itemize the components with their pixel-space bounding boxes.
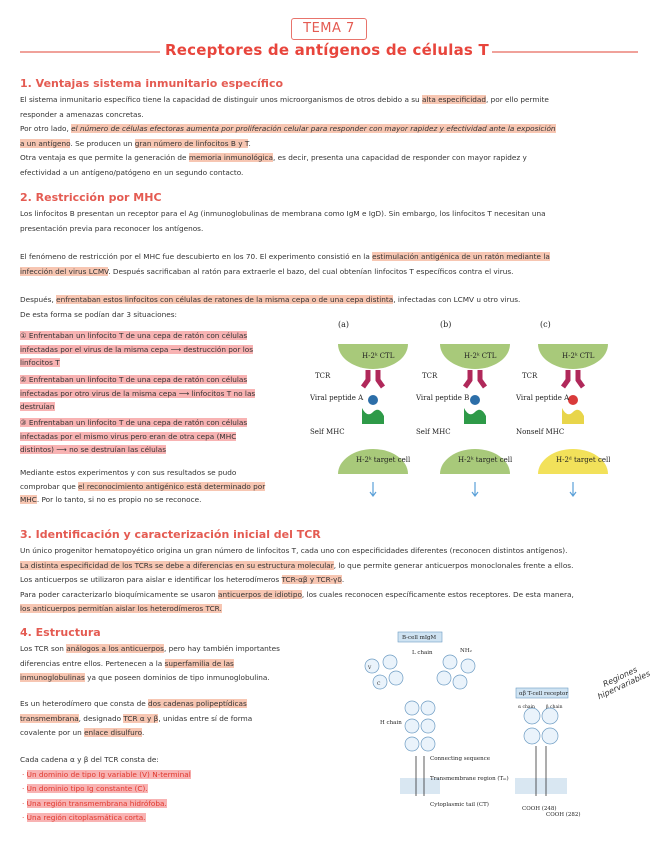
panel-a-label: (a) <box>338 320 350 329</box>
arrow-down-icon <box>370 482 376 496</box>
mhc-a <box>362 408 384 424</box>
peptide-c <box>568 395 578 405</box>
mhc-label-c: Nonself MHC <box>516 428 565 436</box>
section-3-body: Un único progenitor hematopoyético origina un gran número de linfocitos T, cada uno con especificidades diferentes (reconocen distintos antígenos). La distinta especificidad de los TCRs se debe a diferencias en su estructura molecular, lo que permite generar anticuerpos monoclonales frente a ellos. Los anticuerpos se utilizaron para aislar e identificar los heterodímeros TCR-αβ y TCR-γδ. Para poder caracterizarlo bioquímicamente se usaron anticuerpos de idiotipo, los cuales reconocen específicamente estos receptores. De esta manera, los anticuerpos permitían aislar los heterodímeros TCR. <box>20 546 574 613</box>
list-item: · Un dominio tipo Ig constante (C). <box>22 784 148 794</box>
title-rule-right <box>492 51 638 53</box>
mhc-label-a: Self MHC <box>310 428 345 436</box>
alpha-chain-label: α chain <box>518 705 535 710</box>
situation-2: ② Enfrentaban un linfocito T de una cepa de ratón con células infectadas por otro virus de la misma cepa ⟶ linfocitos T no las destruían <box>20 375 256 411</box>
section-4-p1: Los TCR son análogos a los anticuerpos, pero hay también importantes diferencias entre ellos. Pertenecen a la superfamilia de las inmunoglobulinas ya que poseen dominios de tipo inmunoglobulina. <box>20 644 280 682</box>
panel-a <box>310 320 411 496</box>
section-2-conclusion: Mediante estos experimentos y con sus resultados se pudo comprobar que el reconocimiento antigénico está determinado por MHC. Por lo tanto, si no es propio no se reconoce. <box>20 468 266 504</box>
mhc-c <box>562 408 584 424</box>
arrow-down-icon <box>472 482 478 496</box>
panel-b-label: (b) <box>440 320 452 329</box>
panel-c-label: (c) <box>540 320 551 329</box>
v-label: V <box>368 666 372 671</box>
chapter-tag: TEMA 7 <box>291 18 367 40</box>
tcr-b <box>465 370 485 387</box>
panel-c <box>515 320 610 496</box>
viral-label-a: Viral peptide A <box>310 394 364 402</box>
list-item: · Una región citoplasmática corta. <box>22 812 146 822</box>
list-item: · Un dominio de tipo Ig variable (V) N-terminal <box>22 770 191 779</box>
peptide-b <box>470 395 480 405</box>
section-1-heading: 1. Ventajas sistema inmunitario específico <box>20 77 284 90</box>
section-4-heading: 4. Estructura <box>20 626 101 639</box>
tcr-label-c: TCR <box>522 372 538 380</box>
situation-3: ③ Enfrentaban un linfocito T de una cepa de ratón con células infectadas por el mismo virus pero eran de otra cepa (MHC distintos) ⟶ no se destruían las células <box>20 418 248 454</box>
tm-label: Transmembrane region (Tₘ) <box>430 776 509 782</box>
mhc-restriction-figure <box>310 314 610 514</box>
l-chain-label: L chain <box>412 650 433 656</box>
section-2-intro: Los linfocitos B presentan un receptor para el Ag (inmunoglobulinas de membrana como IgM e IgD). Sin embargo, los linfocitos T necesitan una presentación previa para reconocer los antígenos. <box>20 209 546 233</box>
tcr-a <box>363 370 383 387</box>
target-label-a: H-2ᵏ target cell <box>356 456 411 464</box>
t-cell-receptor <box>524 708 558 744</box>
c-label: C <box>377 682 381 687</box>
target-label-c: H-2ᵈ target cell <box>556 456 610 464</box>
section-1-body: El sistema inmunitario específico tiene la capacidad de distinguir unos microorganismos de otros debido a su alta especificidad, por ello permite responder a amenazas concretas. Por otro lado, el número de células efectoras aumenta por proliferación celular para responder con mayor rapidez y efectividad ante la exposición a un antígeno. Se producen un gran número de linfocitos B y T. Otra ventaja es que permite la generación de memoria inmunológica, es decir, presenta una capacidad de responder con mayor rapidez y efectividad a un antígeno/patógeno en un segundo contacto. <box>20 95 556 177</box>
section-3-heading: 3. Identificación y caracterización inicial del TCR <box>20 528 321 541</box>
page-title: Receptores de antígenos de células T <box>165 41 489 59</box>
ctl-label-b: H-2ᵏ CTL <box>464 352 497 360</box>
ctl-label-c: H-2ᵏ CTL <box>562 352 595 360</box>
handwritten-note: Regiones hipervariables <box>596 665 652 702</box>
beta-chain-label: β chain <box>546 705 563 710</box>
section-2-heading: 2. Restricción por MHC <box>20 191 162 204</box>
list-item: · Una región transmembrana hidrófoba. <box>22 798 167 808</box>
viral-label-c: Viral peptide A <box>516 394 570 402</box>
peptide-a <box>368 395 378 405</box>
target-label-b: H-2ᵏ target cell <box>458 456 513 464</box>
mhc-label-b: Self MHC <box>416 428 451 436</box>
cyto-label: Cytoplasmic tail (CT) <box>430 802 489 808</box>
section-2-experiment: El fenómeno de restricción por el MHC fue descubierto en los 70. El experimento consistió en la estimulación antigénica de un ratón mediante la infección del virus LCMV. Después sacrificaban al ratón para extraerle el bazo, del cual obtenían linfocitos T específicos contra el virus. <box>20 252 550 276</box>
tcr-label-b: TCR <box>422 372 438 380</box>
cooh-right: COOH (282) <box>546 812 581 818</box>
tcr-structure-figure <box>350 628 640 828</box>
domain-list <box>22 768 191 825</box>
panel-b <box>415 320 513 496</box>
situation-1: ① Enfrentaban un linfocito T de una cepa de ratón con células infectadas por el virus de la misma cepa ⟶ destrucción por los linfocitos T <box>20 331 253 367</box>
ctl-label-a: H-2ᵏ CTL <box>362 352 395 360</box>
section-4-p3: Cada cadena α y β del TCR consta de: <box>20 755 159 764</box>
mhc-b <box>464 408 486 424</box>
cooh-left: COOH (248) <box>522 806 557 812</box>
section-4-p2: Es un heterodímero que consta de dos cadenas polipeptídicas transmembrana, designado TCR α y β, unidas entre sí de forma covalente por un enlace disulfuro. <box>20 699 253 737</box>
connecting-label: Connecting sequence <box>430 756 490 762</box>
title-rule-left <box>20 51 160 53</box>
tcr-fig-label: αβ T-cell receptor <box>519 691 568 697</box>
h-chain-label: H chain <box>380 720 402 726</box>
tcr-c <box>563 370 583 387</box>
viral-label-b: Viral peptide B <box>416 394 470 402</box>
ab-label: B-cell mIgM <box>402 635 437 641</box>
arrow-down-icon <box>570 482 576 496</box>
section-2-after: Después, enfrentaban estos linfocitos con células de ratones de la misma cepa o de una cepa distinta, infectadas con LCMV u otro virus. De esta forma se podían dar 3 situaciones: <box>20 295 521 319</box>
membrane-right <box>515 778 567 794</box>
tcr-label-a: TCR <box>315 372 331 380</box>
nh2-label: NH₂ <box>460 648 472 654</box>
b-cell-receptor <box>365 655 475 751</box>
